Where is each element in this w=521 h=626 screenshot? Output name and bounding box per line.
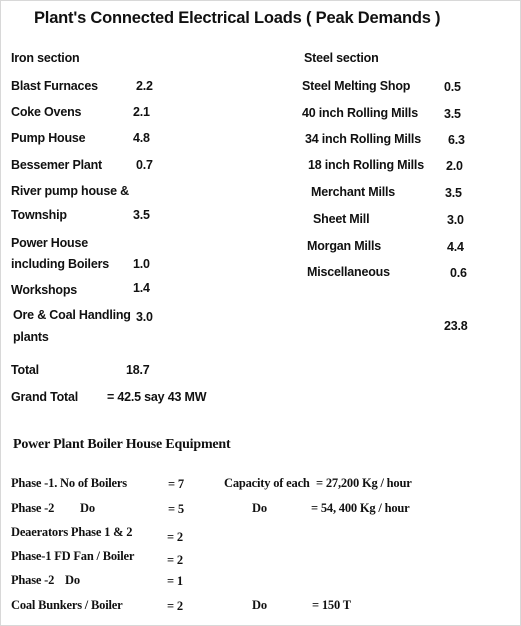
steel-row-label: Morgan Mills	[307, 239, 381, 253]
steel-row-value: 3.5	[444, 107, 461, 121]
iron-row-value: 2.1	[133, 105, 150, 119]
equipment-heading: Power Plant Boiler House Equipment	[13, 437, 231, 452]
equipment-row-value: = 5	[168, 502, 184, 516]
iron-row-label-line2: plants	[13, 330, 49, 344]
equipment-row-label: Phase -2	[11, 501, 55, 515]
grand-total-label: Grand Total	[11, 390, 79, 404]
steel-row-value: 3.5	[445, 186, 462, 200]
steel-row-label: 18 inch Rolling Mills	[308, 158, 424, 172]
steel-row-label: 34 inch Rolling Mills	[305, 132, 421, 146]
iron-section-heading: Iron section	[11, 51, 80, 65]
iron-row-label: Power House	[11, 236, 88, 250]
iron-row-value: 2.2	[136, 79, 153, 93]
steel-row-value: 0.5	[444, 80, 461, 94]
iron-row-label-line2: including Boilers	[11, 257, 109, 271]
equipment-row-label: Deaerators Phase 1 & 2	[11, 525, 133, 539]
steel-row-label: Miscellaneous	[307, 265, 390, 279]
iron-row-value: 0.7	[136, 158, 153, 172]
equipment-row-value: = 2	[167, 553, 183, 567]
equipment-row-extra-value: = 54, 400 Kg / hour	[311, 501, 410, 515]
iron-row-label: Blast Furnaces	[11, 79, 98, 93]
iron-row-label: Ore & Coal Handling	[13, 308, 131, 322]
steel-row-value: 6.3	[448, 133, 465, 147]
steel-row-label: Sheet Mill	[313, 212, 370, 226]
equipment-row-extra-value: = 150 T	[312, 598, 351, 612]
iron-row-value: 1.0	[133, 257, 150, 271]
steel-total-value: 23.8	[444, 319, 468, 333]
grand-total-value: = 42.5 say 43 MW	[107, 390, 207, 404]
iron-row-value: 4.8	[133, 131, 150, 145]
iron-row-value: 1.4	[133, 281, 150, 295]
iron-total-value: 18.7	[126, 363, 150, 377]
equipment-row-extra-label: Do	[252, 501, 267, 515]
iron-row-label: Workshops	[11, 283, 78, 297]
equipment-row-label: Phase -1. No of Boilers	[11, 476, 127, 490]
equipment-row-label: Phase -2	[11, 573, 55, 587]
equipment-row-value: = 2	[167, 599, 183, 613]
equipment-row-do: Do	[80, 501, 95, 515]
steel-row-label: Steel Melting Shop	[302, 79, 411, 93]
equipment-row-extra-label: Capacity of each	[224, 476, 310, 490]
equipment-row-extra-value: = 27,200 Kg / hour	[316, 476, 412, 490]
iron-row-label: River pump house &	[11, 184, 129, 198]
iron-row-label-line2: Township	[11, 208, 67, 222]
iron-row-label: Pump House	[11, 131, 86, 145]
equipment-row-label: Coal Bunkers / Boiler	[11, 598, 123, 612]
equipment-row-extra-label: Do	[252, 598, 267, 612]
equipment-row-value: = 1	[167, 574, 183, 588]
page-title: Plant's Connected Electrical Loads ( Peak Demands )	[34, 9, 441, 27]
steel-row-value: 3.0	[447, 213, 464, 227]
steel-section-heading: Steel section	[304, 51, 379, 65]
equipment-row-label: Phase-1 FD Fan / Boiler	[11, 549, 135, 563]
steel-row-label: Merchant Mills	[311, 185, 396, 199]
steel-row-label: 40 inch Rolling Mills	[302, 106, 418, 120]
steel-row-value: 2.0	[446, 159, 463, 173]
iron-row-label: Bessemer Plant	[11, 158, 102, 172]
steel-row-value: 0.6	[450, 266, 467, 280]
iron-row-value: 3.0	[136, 310, 153, 324]
iron-row-value: 3.5	[133, 208, 150, 222]
equipment-row-value: = 7	[168, 477, 184, 491]
iron-row-label: Coke Ovens	[11, 105, 82, 119]
iron-total-label: Total	[11, 363, 39, 377]
steel-row-value: 4.4	[447, 240, 464, 254]
equipment-row-value: = 2	[167, 530, 183, 544]
equipment-row-do: Do	[65, 573, 80, 587]
